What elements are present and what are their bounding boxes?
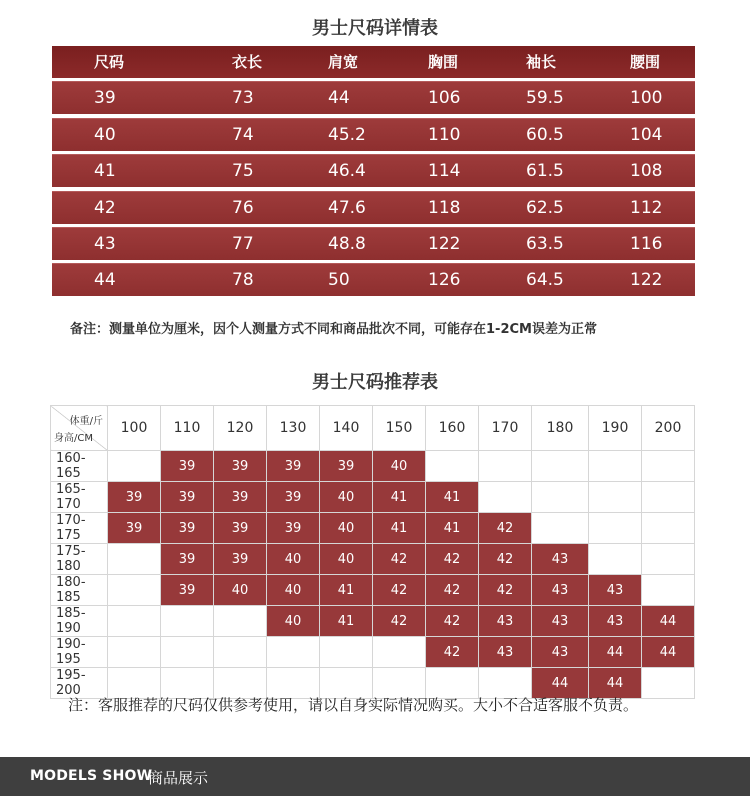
recommended-size-cell: 44 [589,637,642,668]
detail-cell: 50 [328,270,350,291]
detail-cell: 106 [428,88,461,109]
recommended-size-cell: 43 [589,606,642,637]
recommended-size-cell: 39 [267,513,320,544]
recommended-size-cell: 40 [267,575,320,606]
recommended-size-cell: 39 [108,513,161,544]
detail-cell: 59.5 [526,88,564,109]
height-range-label: 195-200 [51,668,108,699]
recommended-size-cell: 42 [479,575,532,606]
recommended-size-cell: 40 [267,544,320,575]
empty-cell [161,637,214,668]
disclaimer-note: 注：客服推荐的尺码仅供参考使用，请以自身实际情况购买。大小不合适客服不负责。 [68,696,639,714]
empty-cell [373,637,426,668]
height-range-label: 160-165 [51,451,108,482]
recommended-size-cell: 42 [426,637,479,668]
height-range-label: 165-170 [51,482,108,513]
recommended-size-cell: 44 [642,606,695,637]
empty-cell [320,637,373,668]
recommended-size-cell: 41 [320,575,373,606]
size-detail-table [52,46,695,300]
height-range-label: 185-190 [51,606,108,637]
recommended-size-cell: 41 [320,606,373,637]
detail-cell: 47.6 [328,197,366,218]
empty-cell [108,451,161,482]
weight-header-cell: 170 [479,406,532,451]
recommended-size-cell: 44 [642,637,695,668]
empty-cell [642,451,695,482]
measurement-note: 备注：测量单位为厘米，因个人测量方式不同和商品批次不同，可能存在1-2CM误差为正常 [70,322,597,337]
detail-cell: 44 [328,88,350,109]
recommended-size-cell: 43 [479,606,532,637]
recommended-size-cell: 39 [320,451,373,482]
recommended-size-cell: 42 [426,544,479,575]
detail-header-cell: 胸围 [428,53,459,71]
height-range-label: 190-195 [51,637,108,668]
detail-cell: 126 [428,270,461,291]
weight-header-row [51,406,695,451]
recommended-size-cell: 41 [426,513,479,544]
recommended-size-cell: 43 [532,637,589,668]
weight-header-cell: 200 [642,406,695,451]
height-row [51,513,695,544]
height-row [51,575,695,606]
recommended-size-cell: 39 [161,482,214,513]
recommended-size-cell: 43 [589,575,642,606]
recommended-size-cell: 43 [532,544,589,575]
detail-cell: 118 [428,197,461,218]
recommended-size-cell: 40 [214,575,267,606]
empty-cell [479,482,532,513]
detail-cell: 116 [630,233,663,254]
detail-cell: 39 [94,88,116,109]
detail-header-cell: 腰围 [630,53,661,71]
weight-header-cell: 190 [589,406,642,451]
detail-header-row [52,46,695,78]
recommended-size-cell: 40 [320,513,373,544]
height-row [51,637,695,668]
detail-cell: 44 [94,270,116,291]
detail-cell: 46.4 [328,161,366,182]
recommended-size-cell: 41 [373,482,426,513]
detail-cell: 100 [630,88,663,109]
recommended-size-cell: 42 [479,513,532,544]
empty-cell [642,544,695,575]
recommend-table-title: 男士尺码推荐表 [312,372,438,393]
empty-cell [108,606,161,637]
detail-cell: 110 [428,124,461,145]
detail-header-cell: 肩宽 [328,53,359,71]
detail-row [52,227,695,260]
recommended-size-cell: 41 [373,513,426,544]
detail-cell: 40 [94,124,116,145]
empty-cell [532,482,589,513]
recommended-size-cell: 40 [267,606,320,637]
detail-header-cell: 尺码 [94,53,125,71]
empty-cell [479,451,532,482]
weight-header-cell: 160 [426,406,479,451]
recommended-size-cell: 39 [214,482,267,513]
empty-cell [108,637,161,668]
detail-cell: 43 [94,233,116,254]
recommended-size-cell: 44 [532,668,589,699]
recommended-size-cell: 40 [373,451,426,482]
recommended-size-cell: 42 [373,575,426,606]
empty-cell [589,482,642,513]
empty-cell [161,606,214,637]
weight-header-cell: 130 [267,406,320,451]
empty-cell [426,451,479,482]
models-show-label: MODELS SHOW [30,768,153,784]
detail-cell: 73 [232,88,254,109]
empty-cell [642,513,695,544]
recommended-size-cell: 40 [320,482,373,513]
detail-cell: 63.5 [526,233,564,254]
recommended-size-cell: 39 [214,513,267,544]
empty-cell [214,637,267,668]
detail-header-cell: 袖长 [526,53,557,71]
weight-header-cell: 120 [214,406,267,451]
empty-cell [108,544,161,575]
detail-cell: 112 [630,197,663,218]
recommended-size-cell: 39 [161,575,214,606]
height-range-label: 175-180 [51,544,108,575]
weight-header-cell: 110 [161,406,214,451]
recommended-size-cell: 44 [589,668,642,699]
product-display-label: 商品展示 [148,769,209,787]
size-recommend-table [50,405,695,699]
height-row [51,544,695,575]
recommended-size-cell: 42 [373,544,426,575]
detail-cell: 77 [232,233,254,254]
detail-cell: 62.5 [526,197,564,218]
height-row [51,606,695,637]
detail-cell: 48.8 [328,233,366,254]
detail-table-title: 男士尺码详情表 [312,18,438,39]
empty-cell [642,575,695,606]
recommended-size-cell: 40 [320,544,373,575]
detail-row [52,263,695,296]
recommended-size-cell: 39 [108,482,161,513]
weight-header-cell: 150 [373,406,426,451]
recommended-size-cell: 39 [161,451,214,482]
detail-cell: 64.5 [526,270,564,291]
recommended-size-cell: 39 [161,544,214,575]
detail-cell: 45.2 [328,124,366,145]
empty-cell [589,451,642,482]
empty-cell [532,451,589,482]
corner-header-cell [51,406,108,451]
empty-cell [589,544,642,575]
detail-cell: 78 [232,270,254,291]
recommended-size-cell: 42 [426,606,479,637]
recommended-size-cell: 39 [214,451,267,482]
detail-cell: 41 [94,161,116,182]
recommended-size-cell: 43 [532,606,589,637]
detail-cell: 114 [428,161,461,182]
detail-cell: 122 [630,270,663,291]
empty-cell [267,637,320,668]
recommended-size-cell: 43 [532,575,589,606]
detail-cell: 42 [94,197,116,218]
recommended-size-cell: 42 [373,606,426,637]
height-row [51,482,695,513]
detail-cell: 108 [630,161,663,182]
detail-header-cell: 衣长 [232,53,263,71]
weight-unit-label: 体重/斤 [69,416,103,427]
empty-cell [108,575,161,606]
recommended-size-cell: 39 [161,513,214,544]
weight-header-cell: 180 [532,406,589,451]
recommended-size-cell: 39 [267,451,320,482]
detail-row [52,191,695,224]
recommended-size-cell: 39 [214,544,267,575]
empty-cell [532,513,589,544]
detail-cell: 76 [232,197,254,218]
recommended-size-cell: 41 [426,482,479,513]
height-range-label: 170-175 [51,513,108,544]
empty-cell [214,606,267,637]
detail-row [52,118,695,151]
recommended-size-cell: 42 [479,544,532,575]
empty-cell [642,482,695,513]
height-row [51,451,695,482]
detail-cell: 60.5 [526,124,564,145]
models-show-bar [0,757,750,796]
weight-header-cell: 140 [320,406,373,451]
height-unit-label: 身高/CM [54,433,93,444]
height-range-label: 180-185 [51,575,108,606]
empty-cell [642,668,695,699]
detail-cell: 74 [232,124,254,145]
detail-cell: 104 [630,124,663,145]
detail-cell: 75 [232,161,254,182]
detail-cell: 61.5 [526,161,564,182]
detail-row [52,154,695,187]
recommended-size-cell: 39 [267,482,320,513]
empty-cell [589,513,642,544]
detail-cell: 122 [428,233,461,254]
detail-row [52,81,695,114]
recommended-size-cell: 42 [426,575,479,606]
weight-header-cell: 100 [108,406,161,451]
recommended-size-cell: 43 [479,637,532,668]
